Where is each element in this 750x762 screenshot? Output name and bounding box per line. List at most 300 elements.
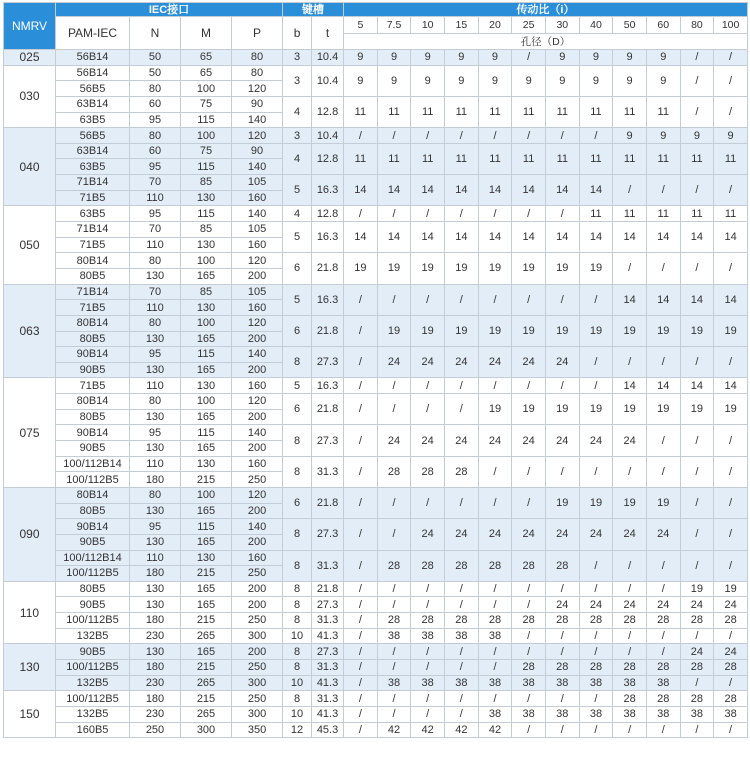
bore-cell: 11 xyxy=(512,96,546,127)
bore-cell: 11 xyxy=(411,96,445,127)
bore-cell: 9 xyxy=(545,50,579,66)
bore-cell: 38 xyxy=(613,706,647,722)
bore-cell: 19 xyxy=(445,253,479,284)
bore-cell: 19 xyxy=(512,253,546,284)
bore-cell: 24 xyxy=(545,597,579,613)
n-cell: 130 xyxy=(130,362,181,378)
pam-cell: 90B5 xyxy=(56,441,130,457)
bore-cell: 11 xyxy=(545,96,579,127)
bore-cell: / xyxy=(478,659,512,675)
bore-cell: / xyxy=(344,315,378,346)
bore-cell: 38 xyxy=(646,675,680,691)
p-cell: 105 xyxy=(232,175,283,191)
pam-cell: 80B5 xyxy=(56,268,130,284)
bore-cell: 14 xyxy=(478,175,512,206)
keyway-t-cell: 27.3 xyxy=(312,347,344,378)
m-cell: 65 xyxy=(181,50,232,66)
bore-cell: / xyxy=(377,581,411,597)
ratio-header-cell: 80 xyxy=(680,17,714,34)
n-cell: 130 xyxy=(130,441,181,457)
bore-cell: 24 xyxy=(646,519,680,550)
pam-cell: 80B5 xyxy=(56,409,130,425)
bore-cell: 28 xyxy=(613,691,647,707)
keyway-t-cell: 16.3 xyxy=(312,175,344,206)
keyway-b-cell: 12 xyxy=(283,722,312,738)
bore-cell: / xyxy=(344,487,378,518)
bore-cell: / xyxy=(411,706,445,722)
nmrv-spec-table xyxy=(3,2,748,738)
bore-cell: 14 xyxy=(714,222,748,253)
n-cell: 180 xyxy=(130,566,181,582)
m-cell: 130 xyxy=(181,378,232,394)
bore-cell: 19 xyxy=(377,315,411,346)
keyway-b-cell: 8 xyxy=(283,550,312,581)
bore-cell: 19 xyxy=(512,394,546,425)
pam-cell: 100/112B5 xyxy=(56,691,130,707)
bore-cell: 28 xyxy=(545,659,579,675)
bore-cell: 28 xyxy=(579,659,613,675)
bore-cell: 14 xyxy=(714,284,748,315)
bore-cell: / xyxy=(680,50,714,66)
bore-cell: / xyxy=(646,347,680,378)
bore-cell: 11 xyxy=(646,206,680,222)
n-cell: 80 xyxy=(130,128,181,144)
model-cell: 040 xyxy=(4,128,56,206)
bore-cell: / xyxy=(478,456,512,487)
bore-cell: / xyxy=(411,581,445,597)
n-cell: 110 xyxy=(130,550,181,566)
table-row xyxy=(4,253,748,269)
bore-cell: 9 xyxy=(613,65,647,96)
bore-cell: / xyxy=(579,284,613,315)
bore-cell: 38 xyxy=(545,706,579,722)
bore-cell: / xyxy=(613,644,647,660)
pam-cell: 71B14 xyxy=(56,175,130,191)
bore-cell: / xyxy=(714,519,748,550)
bore-cell: / xyxy=(680,456,714,487)
keyway-t-cell: 12.8 xyxy=(312,206,344,222)
bore-cell: 38 xyxy=(613,675,647,691)
bore-cell: / xyxy=(344,597,378,613)
bore-cell: 14 xyxy=(545,175,579,206)
m-cell: 165 xyxy=(181,503,232,519)
m-cell: 85 xyxy=(181,222,232,238)
bore-cell: 38 xyxy=(478,628,512,644)
keyway-b-cell: 8 xyxy=(283,519,312,550)
m-cell: 165 xyxy=(181,362,232,378)
bore-cell: 38 xyxy=(579,706,613,722)
keyway-t-cell: 31.3 xyxy=(312,550,344,581)
bore-cell: / xyxy=(344,206,378,222)
keyway-b-cell: 8 xyxy=(283,456,312,487)
bore-cell: 9 xyxy=(478,50,512,66)
bore-cell: 14 xyxy=(545,222,579,253)
pam-cell: 71B5 xyxy=(56,300,130,316)
pam-cell: 63B14 xyxy=(56,96,130,112)
pam-cell: 90B14 xyxy=(56,425,130,441)
bore-cell: 14 xyxy=(646,222,680,253)
table-row xyxy=(4,222,748,238)
bore-cell: / xyxy=(714,675,748,691)
bore-cell: / xyxy=(512,581,546,597)
bore-cell: 9 xyxy=(579,65,613,96)
bore-cell: 28 xyxy=(377,550,411,581)
bore-cell: 11 xyxy=(613,143,647,174)
bore-cell: / xyxy=(377,206,411,222)
bore-cell: / xyxy=(377,284,411,315)
model-cell: 090 xyxy=(4,487,56,581)
m-cell: 65 xyxy=(181,65,232,81)
bore-cell: / xyxy=(646,644,680,660)
bore-cell: 11 xyxy=(613,206,647,222)
bore-cell: 24 xyxy=(478,425,512,456)
bore-cell: / xyxy=(344,659,378,675)
model-cell: 150 xyxy=(4,691,56,738)
p-cell: 120 xyxy=(232,253,283,269)
m-cell: 265 xyxy=(181,675,232,691)
bore-cell: / xyxy=(680,175,714,206)
p-cell: 300 xyxy=(232,675,283,691)
table-row xyxy=(4,315,748,331)
bore-cell: 19 xyxy=(579,253,613,284)
bore-cell: 19 xyxy=(478,253,512,284)
bore-cell: 19 xyxy=(613,315,647,346)
bore-cell: / xyxy=(579,644,613,660)
keyway-t-cell: 21.8 xyxy=(312,394,344,425)
bore-cell: 14 xyxy=(579,175,613,206)
table-row xyxy=(4,50,748,66)
keyway-t-cell: 27.3 xyxy=(312,644,344,660)
bore-cell: 14 xyxy=(344,175,378,206)
bore-cell: 11 xyxy=(344,96,378,127)
m-cell: 165 xyxy=(181,331,232,347)
keyway-b-cell: 8 xyxy=(283,347,312,378)
bore-cell: 28 xyxy=(646,691,680,707)
bore-cell: / xyxy=(545,128,579,144)
pam-cell: 71B14 xyxy=(56,284,130,300)
bore-cell: 28 xyxy=(512,659,546,675)
keyway-t-cell: 21.8 xyxy=(312,487,344,518)
m-cell: 130 xyxy=(181,550,232,566)
n-cell: 230 xyxy=(130,706,181,722)
bore-cell: / xyxy=(613,175,647,206)
bore-cell: / xyxy=(344,347,378,378)
bore-cell: 9 xyxy=(646,128,680,144)
bore-cell: / xyxy=(714,487,748,518)
bore-cell: / xyxy=(579,347,613,378)
pam-cell: 63B5 xyxy=(56,206,130,222)
n-cell: 180 xyxy=(130,659,181,675)
keyway-b-cell: 8 xyxy=(283,425,312,456)
bore-cell: / xyxy=(478,487,512,518)
bore-cell: 19 xyxy=(646,487,680,518)
keyway-b-cell: 8 xyxy=(283,659,312,675)
bore-cell: 28 xyxy=(579,613,613,629)
n-cell: 95 xyxy=(130,112,181,128)
header-pam: PAM-IEC xyxy=(56,17,130,50)
p-cell: 160 xyxy=(232,456,283,472)
model-cell: 110 xyxy=(4,581,56,644)
table-row xyxy=(4,378,748,394)
bore-cell: 38 xyxy=(646,706,680,722)
n-cell: 80 xyxy=(130,253,181,269)
bore-cell: / xyxy=(680,425,714,456)
pam-cell: 90B5 xyxy=(56,644,130,660)
ratio-header-cell: 30 xyxy=(545,17,579,34)
bore-cell: 11 xyxy=(579,96,613,127)
keyway-t-cell: 27.3 xyxy=(312,425,344,456)
bore-cell: 14 xyxy=(613,222,647,253)
bore-cell: / xyxy=(579,378,613,394)
table-row xyxy=(4,628,748,644)
bore-cell: 28 xyxy=(445,456,479,487)
bore-cell: 11 xyxy=(478,96,512,127)
table-row xyxy=(4,143,748,159)
bore-cell: 24 xyxy=(545,347,579,378)
bore-cell: 28 xyxy=(512,550,546,581)
bore-cell: 11 xyxy=(344,143,378,174)
bore-cell: 24 xyxy=(478,519,512,550)
keyway-b-cell: 5 xyxy=(283,284,312,315)
keyway-t-cell: 41.3 xyxy=(312,706,344,722)
bore-cell: 11 xyxy=(579,206,613,222)
pam-cell: 90B14 xyxy=(56,347,130,363)
header-keyway: 键槽 xyxy=(283,3,344,17)
n-cell: 60 xyxy=(130,143,181,159)
n-cell: 180 xyxy=(130,613,181,629)
keyway-t-cell: 10.4 xyxy=(312,50,344,66)
bore-cell: 28 xyxy=(377,456,411,487)
m-cell: 75 xyxy=(181,96,232,112)
bore-cell: 14 xyxy=(512,175,546,206)
bore-cell: 14 xyxy=(445,175,479,206)
table-row xyxy=(4,644,748,660)
model-cell: 130 xyxy=(4,644,56,691)
ratio-header-cell: 25 xyxy=(512,17,546,34)
bore-cell: / xyxy=(445,659,479,675)
bore-cell: / xyxy=(377,378,411,394)
keyway-t-cell: 12.8 xyxy=(312,96,344,127)
p-cell: 160 xyxy=(232,237,283,253)
table-row xyxy=(4,706,748,722)
table-row xyxy=(4,519,748,535)
keyway-b-cell: 8 xyxy=(283,644,312,660)
bore-cell: / xyxy=(613,253,647,284)
bore-cell: / xyxy=(445,487,479,518)
n-cell: 230 xyxy=(130,675,181,691)
bore-cell: / xyxy=(545,378,579,394)
pam-cell: 63B5 xyxy=(56,112,130,128)
bore-cell: / xyxy=(545,722,579,738)
table-row xyxy=(4,96,748,112)
p-cell: 80 xyxy=(232,50,283,66)
bore-cell: 11 xyxy=(377,96,411,127)
bore-cell: 24 xyxy=(445,347,479,378)
bore-cell: 28 xyxy=(680,691,714,707)
header-b: b xyxy=(283,17,312,50)
m-cell: 165 xyxy=(181,644,232,660)
bore-cell: 28 xyxy=(545,613,579,629)
keyway-b-cell: 6 xyxy=(283,394,312,425)
ratio-header-cell: 15 xyxy=(445,17,479,34)
p-cell: 120 xyxy=(232,487,283,503)
bore-cell: / xyxy=(512,722,546,738)
n-cell: 50 xyxy=(130,50,181,66)
table-row xyxy=(4,456,748,472)
table-row xyxy=(4,175,748,191)
n-cell: 130 xyxy=(130,409,181,425)
bore-cell: / xyxy=(411,644,445,660)
bore-cell: 9 xyxy=(545,65,579,96)
bore-cell: 14 xyxy=(411,222,445,253)
bore-cell: 28 xyxy=(478,550,512,581)
bore-cell: / xyxy=(478,644,512,660)
bore-cell: 19 xyxy=(680,581,714,597)
bore-cell: / xyxy=(377,394,411,425)
model-cell: 063 xyxy=(4,284,56,378)
bore-cell: / xyxy=(445,378,479,394)
bore-cell: / xyxy=(545,691,579,707)
bore-cell: / xyxy=(680,347,714,378)
bore-cell: / xyxy=(680,675,714,691)
pam-cell: 71B5 xyxy=(56,237,130,253)
n-cell: 230 xyxy=(130,628,181,644)
bore-cell: / xyxy=(579,581,613,597)
model-cell: 030 xyxy=(4,65,56,128)
bore-cell: 28 xyxy=(545,550,579,581)
pam-cell: 80B14 xyxy=(56,253,130,269)
bore-cell: / xyxy=(714,50,748,66)
bore-cell: / xyxy=(445,394,479,425)
bore-cell: 28 xyxy=(377,613,411,629)
bore-cell: 14 xyxy=(478,222,512,253)
bore-cell: / xyxy=(646,722,680,738)
keyway-t-cell: 27.3 xyxy=(312,597,344,613)
bore-cell: 19 xyxy=(545,253,579,284)
bore-cell: 9 xyxy=(377,65,411,96)
keyway-t-cell: 21.8 xyxy=(312,581,344,597)
bore-cell: 24 xyxy=(646,597,680,613)
n-cell: 130 xyxy=(130,534,181,550)
bore-cell: / xyxy=(680,722,714,738)
bore-cell: / xyxy=(512,456,546,487)
bore-cell: / xyxy=(478,206,512,222)
pam-cell: 100/112B5 xyxy=(56,659,130,675)
bore-cell: 14 xyxy=(646,378,680,394)
n-cell: 130 xyxy=(130,503,181,519)
bore-cell: / xyxy=(344,628,378,644)
m-cell: 100 xyxy=(181,81,232,97)
bore-cell: / xyxy=(680,550,714,581)
bore-cell: 19 xyxy=(545,394,579,425)
p-cell: 200 xyxy=(232,503,283,519)
bore-cell: / xyxy=(613,722,647,738)
bore-cell: / xyxy=(512,597,546,613)
bore-cell: / xyxy=(680,487,714,518)
table-row xyxy=(4,65,748,81)
bore-cell: 24 xyxy=(714,644,748,660)
table-row xyxy=(4,394,748,410)
bore-cell: / xyxy=(680,96,714,127)
header-nmrv: NMRV xyxy=(4,3,56,50)
bore-cell: 14 xyxy=(579,222,613,253)
m-cell: 115 xyxy=(181,425,232,441)
bore-cell: 19 xyxy=(411,253,445,284)
bore-cell: 11 xyxy=(478,143,512,174)
table-row xyxy=(4,128,748,144)
ratio-header-cell: 50 xyxy=(613,17,647,34)
pam-cell: 100/112B5 xyxy=(56,566,130,582)
table-row xyxy=(4,550,748,566)
p-cell: 160 xyxy=(232,378,283,394)
bore-cell: 11 xyxy=(411,143,445,174)
bore-cell: 11 xyxy=(646,143,680,174)
n-cell: 110 xyxy=(130,237,181,253)
p-cell: 250 xyxy=(232,472,283,488)
header-m: M xyxy=(181,17,232,50)
n-cell: 70 xyxy=(130,284,181,300)
n-cell: 70 xyxy=(130,222,181,238)
model-cell: 050 xyxy=(4,206,56,284)
bore-cell: / xyxy=(344,519,378,550)
bore-cell: / xyxy=(512,284,546,315)
m-cell: 115 xyxy=(181,519,232,535)
m-cell: 100 xyxy=(181,253,232,269)
p-cell: 90 xyxy=(232,96,283,112)
n-cell: 80 xyxy=(130,487,181,503)
pam-cell: 63B14 xyxy=(56,143,130,159)
bore-cell: / xyxy=(344,706,378,722)
pam-cell: 71B14 xyxy=(56,222,130,238)
m-cell: 215 xyxy=(181,691,232,707)
bore-cell: 28 xyxy=(714,659,748,675)
pam-cell: 56B14 xyxy=(56,50,130,66)
bore-cell: / xyxy=(714,722,748,738)
bore-cell: / xyxy=(377,691,411,707)
m-cell: 115 xyxy=(181,206,232,222)
pam-cell: 132B5 xyxy=(56,675,130,691)
pam-cell: 90B5 xyxy=(56,534,130,550)
n-cell: 180 xyxy=(130,472,181,488)
keyway-t-cell: 45.3 xyxy=(312,722,344,738)
bore-cell: / xyxy=(646,581,680,597)
keyway-t-cell: 16.3 xyxy=(312,284,344,315)
m-cell: 115 xyxy=(181,112,232,128)
bore-cell: 38 xyxy=(579,675,613,691)
table-row xyxy=(4,425,748,441)
bore-cell: 24 xyxy=(545,519,579,550)
bore-cell: / xyxy=(377,706,411,722)
bore-cell: / xyxy=(377,659,411,675)
bore-cell: 38 xyxy=(445,628,479,644)
n-cell: 130 xyxy=(130,331,181,347)
m-cell: 165 xyxy=(181,597,232,613)
bore-cell: 24 xyxy=(377,425,411,456)
n-cell: 95 xyxy=(130,347,181,363)
bore-cell: 19 xyxy=(579,394,613,425)
bore-cell: 9 xyxy=(680,128,714,144)
bore-cell: / xyxy=(411,378,445,394)
keyway-b-cell: 6 xyxy=(283,487,312,518)
bore-cell: / xyxy=(377,597,411,613)
n-cell: 70 xyxy=(130,175,181,191)
bore-cell: 28 xyxy=(478,613,512,629)
bore-cell: / xyxy=(545,628,579,644)
bore-cell: 14 xyxy=(377,222,411,253)
bore-cell: 9 xyxy=(714,128,748,144)
bore-cell: / xyxy=(445,284,479,315)
bore-cell: 19 xyxy=(445,315,479,346)
